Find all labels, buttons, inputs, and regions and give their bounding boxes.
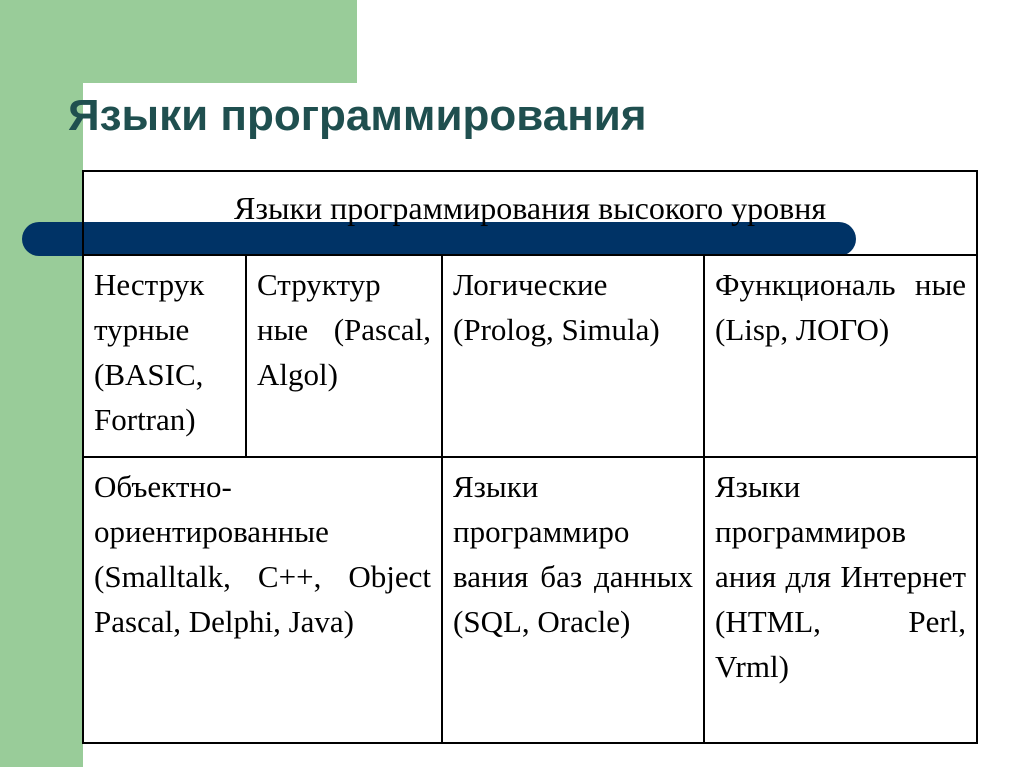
cell-text: Неструк турные (BASIC, Fortran) [94,267,205,437]
slide-title: Языки программирования [68,91,647,140]
table-cell-logical [442,255,704,457]
cell-text: Языки программиров ания для Интернет (HTML, Perl, Vrml) [715,469,967,684]
cell-text: Объектно-ориентированные (Smalltalk, C++, Object Pascal, Delphi, Java) [94,469,431,639]
table-header-row [83,171,977,255]
languages-table [82,170,978,744]
cell-text: Структур ные (Pascal, Algol) [257,267,431,392]
decorative-green-block-top [0,0,357,83]
table-cell-database [442,457,704,743]
table-row [83,255,977,457]
table-row [83,457,977,743]
table-header-cell [83,171,977,255]
table-cell-object-oriented [83,457,442,743]
cell-text: Функциональ ные (Lisp, ЛОГО) [715,267,967,347]
table-cell-internet [704,457,977,743]
table-header-text: Языки программирования высокого уровня [233,190,827,226]
cell-text: Языки программиро вания баз данных (SQL, Oracle) [453,469,693,639]
table-cell-structured [246,255,442,457]
table-cell-unstructured [83,255,246,457]
cell-text: Логические (Prolog, Simula) [453,267,660,347]
table-cell-functional [704,255,977,457]
